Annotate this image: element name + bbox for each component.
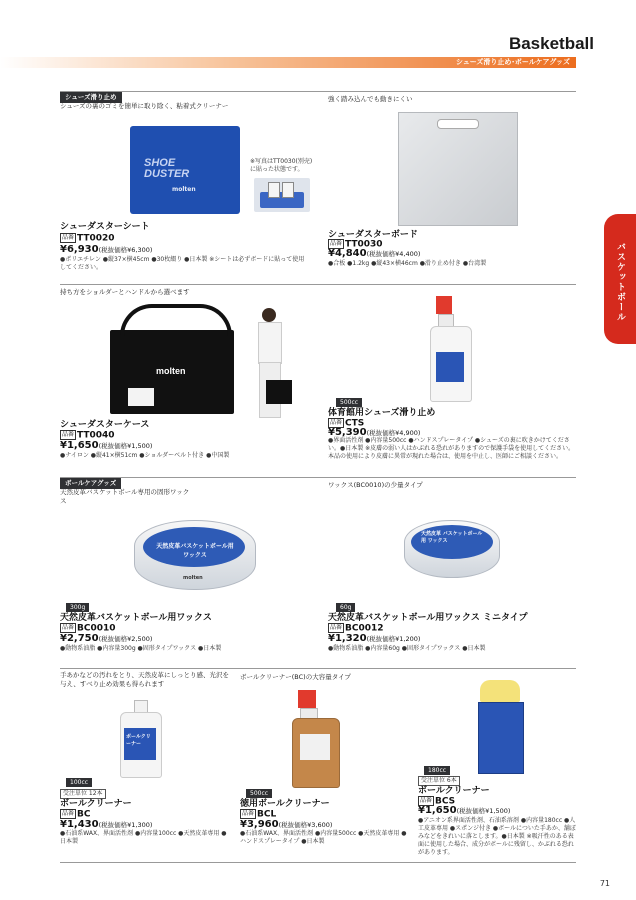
bcs-order-unit: 受注単位 6本 [418, 776, 460, 786]
tt0020-code-prefix: 品番 [62, 234, 75, 241]
bc-price-ex: (税抜価格¥1,300) [98, 821, 153, 829]
shoe-duster-board-image [398, 112, 518, 226]
cts-name: 体育館用シューズ滑り止め [328, 408, 436, 418]
bc0012-price-ex: (税抜価格¥1,200) [366, 635, 421, 643]
mat-brand: molten [172, 186, 196, 193]
page-title: Basketball [508, 34, 594, 53]
bc-name: ボールクリーナー [60, 799, 132, 809]
section-divider [60, 284, 576, 285]
tt0020-photo-note: ※写真はTT0030(別売)に貼った状態です。 [250, 158, 313, 173]
bc0012-name: 天然皮革バスケットボール用ワックス ミニタイプ [328, 613, 528, 623]
tt0030-price-ex: (税抜価格¥4,400) [366, 250, 421, 258]
tt0020-name: シューダスターシート [60, 222, 150, 232]
boy-holding-case-photo [250, 308, 290, 428]
bcl-code-prefix: 品番 [242, 810, 255, 817]
tt0040-code-prefix: 品番 [62, 431, 75, 438]
sheet-in-use-photo [254, 178, 310, 212]
cts-price-ex: (税抜価格¥4,900) [366, 429, 421, 437]
cts-code-prefix: 品番 [330, 419, 343, 426]
mat-logo: SHOE DUSTER [144, 157, 190, 180]
bc-price: ¥1,430 [60, 819, 99, 830]
category-band [0, 57, 576, 68]
bc0012-code-prefix: 品番 [330, 624, 343, 631]
wax-brand: molten [183, 575, 203, 581]
tt0030-lead: 強く踏み込んでも動きにくい [328, 95, 413, 103]
bc0010-code: BC0010 [77, 623, 116, 634]
bc-code: BC [77, 809, 91, 820]
tt0030-code: TT0030 [345, 239, 383, 250]
mini-wax-lid-text: 天然皮革 バスケットボール用 ワックス [421, 531, 483, 544]
ball-cleaner-bottle-image [120, 700, 160, 776]
cts-price: ¥5,390 [328, 427, 367, 438]
bc-size-tag: 100cc [66, 778, 92, 787]
bcl-lead: ボールクリーナー(BC)の大容量タイプ [240, 673, 351, 681]
page-number: 71 [599, 879, 610, 888]
tt0040-code: TT0040 [77, 430, 115, 441]
bcs-name: ボールクリーナー [418, 786, 490, 796]
bcs-code-prefix: 品番 [420, 797, 433, 804]
tt0030-name: シューダスターボード [328, 230, 418, 240]
section-label-shoe-grip: シューズ滑り止め [60, 92, 122, 103]
bcl-name: 徳用ボールクリーナー [240, 799, 330, 809]
spray-bottle-image [430, 296, 470, 400]
bcl-code: BCL [257, 809, 277, 820]
bcs-code: BCS [435, 796, 456, 807]
tt0030-price: ¥4,840 [328, 248, 367, 259]
bc0012-lead: ワックス(BC0010)の少量タイプ [328, 481, 423, 489]
cts-code: CTS [345, 418, 365, 429]
tt0020-features: ●ポリエチレン ●縦37×横45cm ●30枚綴り ●日本製 ※シートは必ずボードに貼って使用してください。 [60, 256, 305, 271]
bc-bottle-text: ボールクリーナー [126, 734, 151, 747]
bc-lead: 手あかなどの汚れをとり、天然皮革にしっとり感、光沢を与え、すべり止め効果も得られます [60, 671, 229, 688]
side-tab[interactable] [604, 214, 636, 344]
tt0040-features: ●ナイロン ●縦41×横51cm ●ショルダーベルト付き ●中国製 [60, 452, 230, 459]
section-divider [60, 668, 576, 669]
bc0010-name: 天然皮革バスケットボール用ワックス [60, 613, 212, 623]
tt0040-name: シューダスターケース [60, 420, 150, 430]
wax-tin-image [134, 520, 256, 590]
tt0030-features: ●合板 ●1.2kg ●縦43×横46cm ●滑り止め付き ●台湾製 [328, 260, 487, 267]
board-handle [437, 119, 479, 129]
bc0012-size-tag: 60g [336, 603, 355, 612]
bcl-price-ex: (税抜価格¥3,600) [278, 821, 333, 829]
cts-size-tag: 500cc [336, 398, 362, 407]
large-cleaner-spray-image [292, 690, 338, 786]
bc0012-price: ¥1,320 [328, 633, 367, 644]
tt0020-price: ¥6,930 [60, 244, 99, 255]
bc-order-unit: 受注単位 12本 [60, 789, 106, 799]
mini-wax-tin-image [404, 520, 500, 578]
bc0010-lead: 天然皮革バスケットボール専用の固形ワックス [60, 488, 190, 505]
section-label-ball-care: ボールケアグッズ [60, 478, 121, 489]
bcs-price-ex: (税抜価格¥1,500) [456, 807, 511, 815]
bcl-features: ●石油系WAX、界面活性剤 ●内容量500cc ●天然皮革専用 ●ハンドスプレータイプ ●日本製 [240, 830, 407, 845]
category-subtitle: シューズ滑り止め･ボールケアグッズ [455, 58, 570, 66]
section-divider [60, 91, 576, 92]
bcs-price: ¥1,650 [418, 805, 457, 816]
side-tab-label: バスケットボール [615, 242, 625, 322]
case-brand: molten [156, 366, 186, 376]
bcs-features: ●アニオン系界面活性剤、石油系溶剤 ●内容量180cc ●人工皮革専用 ●スポンジ付き ●ボールについた手あか、舗ぼみなどをきれいに落とします。●日本製 ※吸汗性のある表面に使用した場合、成分がボールに残留し、かぶれる恐れがあります。 [418, 817, 576, 856]
bc0010-features: ●動物系油脂 ●内容量300g ●固形タイプワックス ●日本製 [60, 645, 222, 652]
tt0030-code-prefix: 品番 [330, 240, 343, 247]
case-strap [120, 304, 232, 336]
section-divider [60, 477, 576, 478]
bc0012-features: ●動物系油脂 ●内容量60g ●固形タイプワックス ●日本製 [328, 645, 486, 652]
tt0040-lead: 持ち方をショルダーとハンドルから選べます [60, 288, 190, 296]
bcs-size-tag: 180cc [424, 766, 450, 775]
footer-divider [60, 862, 576, 863]
cts-features: ●界面活性剤 ●内容量500cc ●ハンドスプレータイプ ●シューズの裏に吹きかけてください。●日本製 ※皮膚の弱い人はかぶれる恐れがありますので保護手袋を使用してください。本品の使用により皮膚に異常が現れた場合は、使用を中止し、医師にご相談ください。 [328, 437, 575, 460]
tt0040-price-ex: (税抜価格¥1,500) [98, 442, 153, 450]
tt0040-price: ¥1,650 [60, 440, 99, 451]
bc0010-price: ¥2,750 [60, 633, 99, 644]
bcl-size-tag: 500cc [246, 789, 272, 798]
sponge-cleaner-image [478, 680, 522, 772]
bc0010-size-tag: 300g [66, 603, 89, 612]
bc-code-prefix: 品番 [62, 810, 75, 817]
wax-lid-text: 天然皮革バスケットボール用ワックス [156, 543, 234, 559]
bcl-price: ¥3,960 [240, 819, 279, 830]
bc-features: ●石油系WAX、界面活性剤 ●内容量100cc ●天然皮革専用 ●日本製 [60, 830, 227, 845]
case-image [110, 330, 234, 414]
tt0020-price-ex: (税抜価格¥6,300) [98, 246, 153, 254]
bc0010-price-ex: (税抜価格¥2,500) [98, 635, 153, 643]
tt0020-code: TT0020 [77, 233, 115, 244]
bc0010-code-prefix: 品番 [62, 624, 75, 631]
tt0020-lead: シューズの裏のゴミを簡単に取り除く、粘着式クリーナー [60, 102, 229, 110]
bc0012-code: BC0012 [345, 623, 384, 634]
shoe-duster-sheet-image [130, 126, 240, 214]
